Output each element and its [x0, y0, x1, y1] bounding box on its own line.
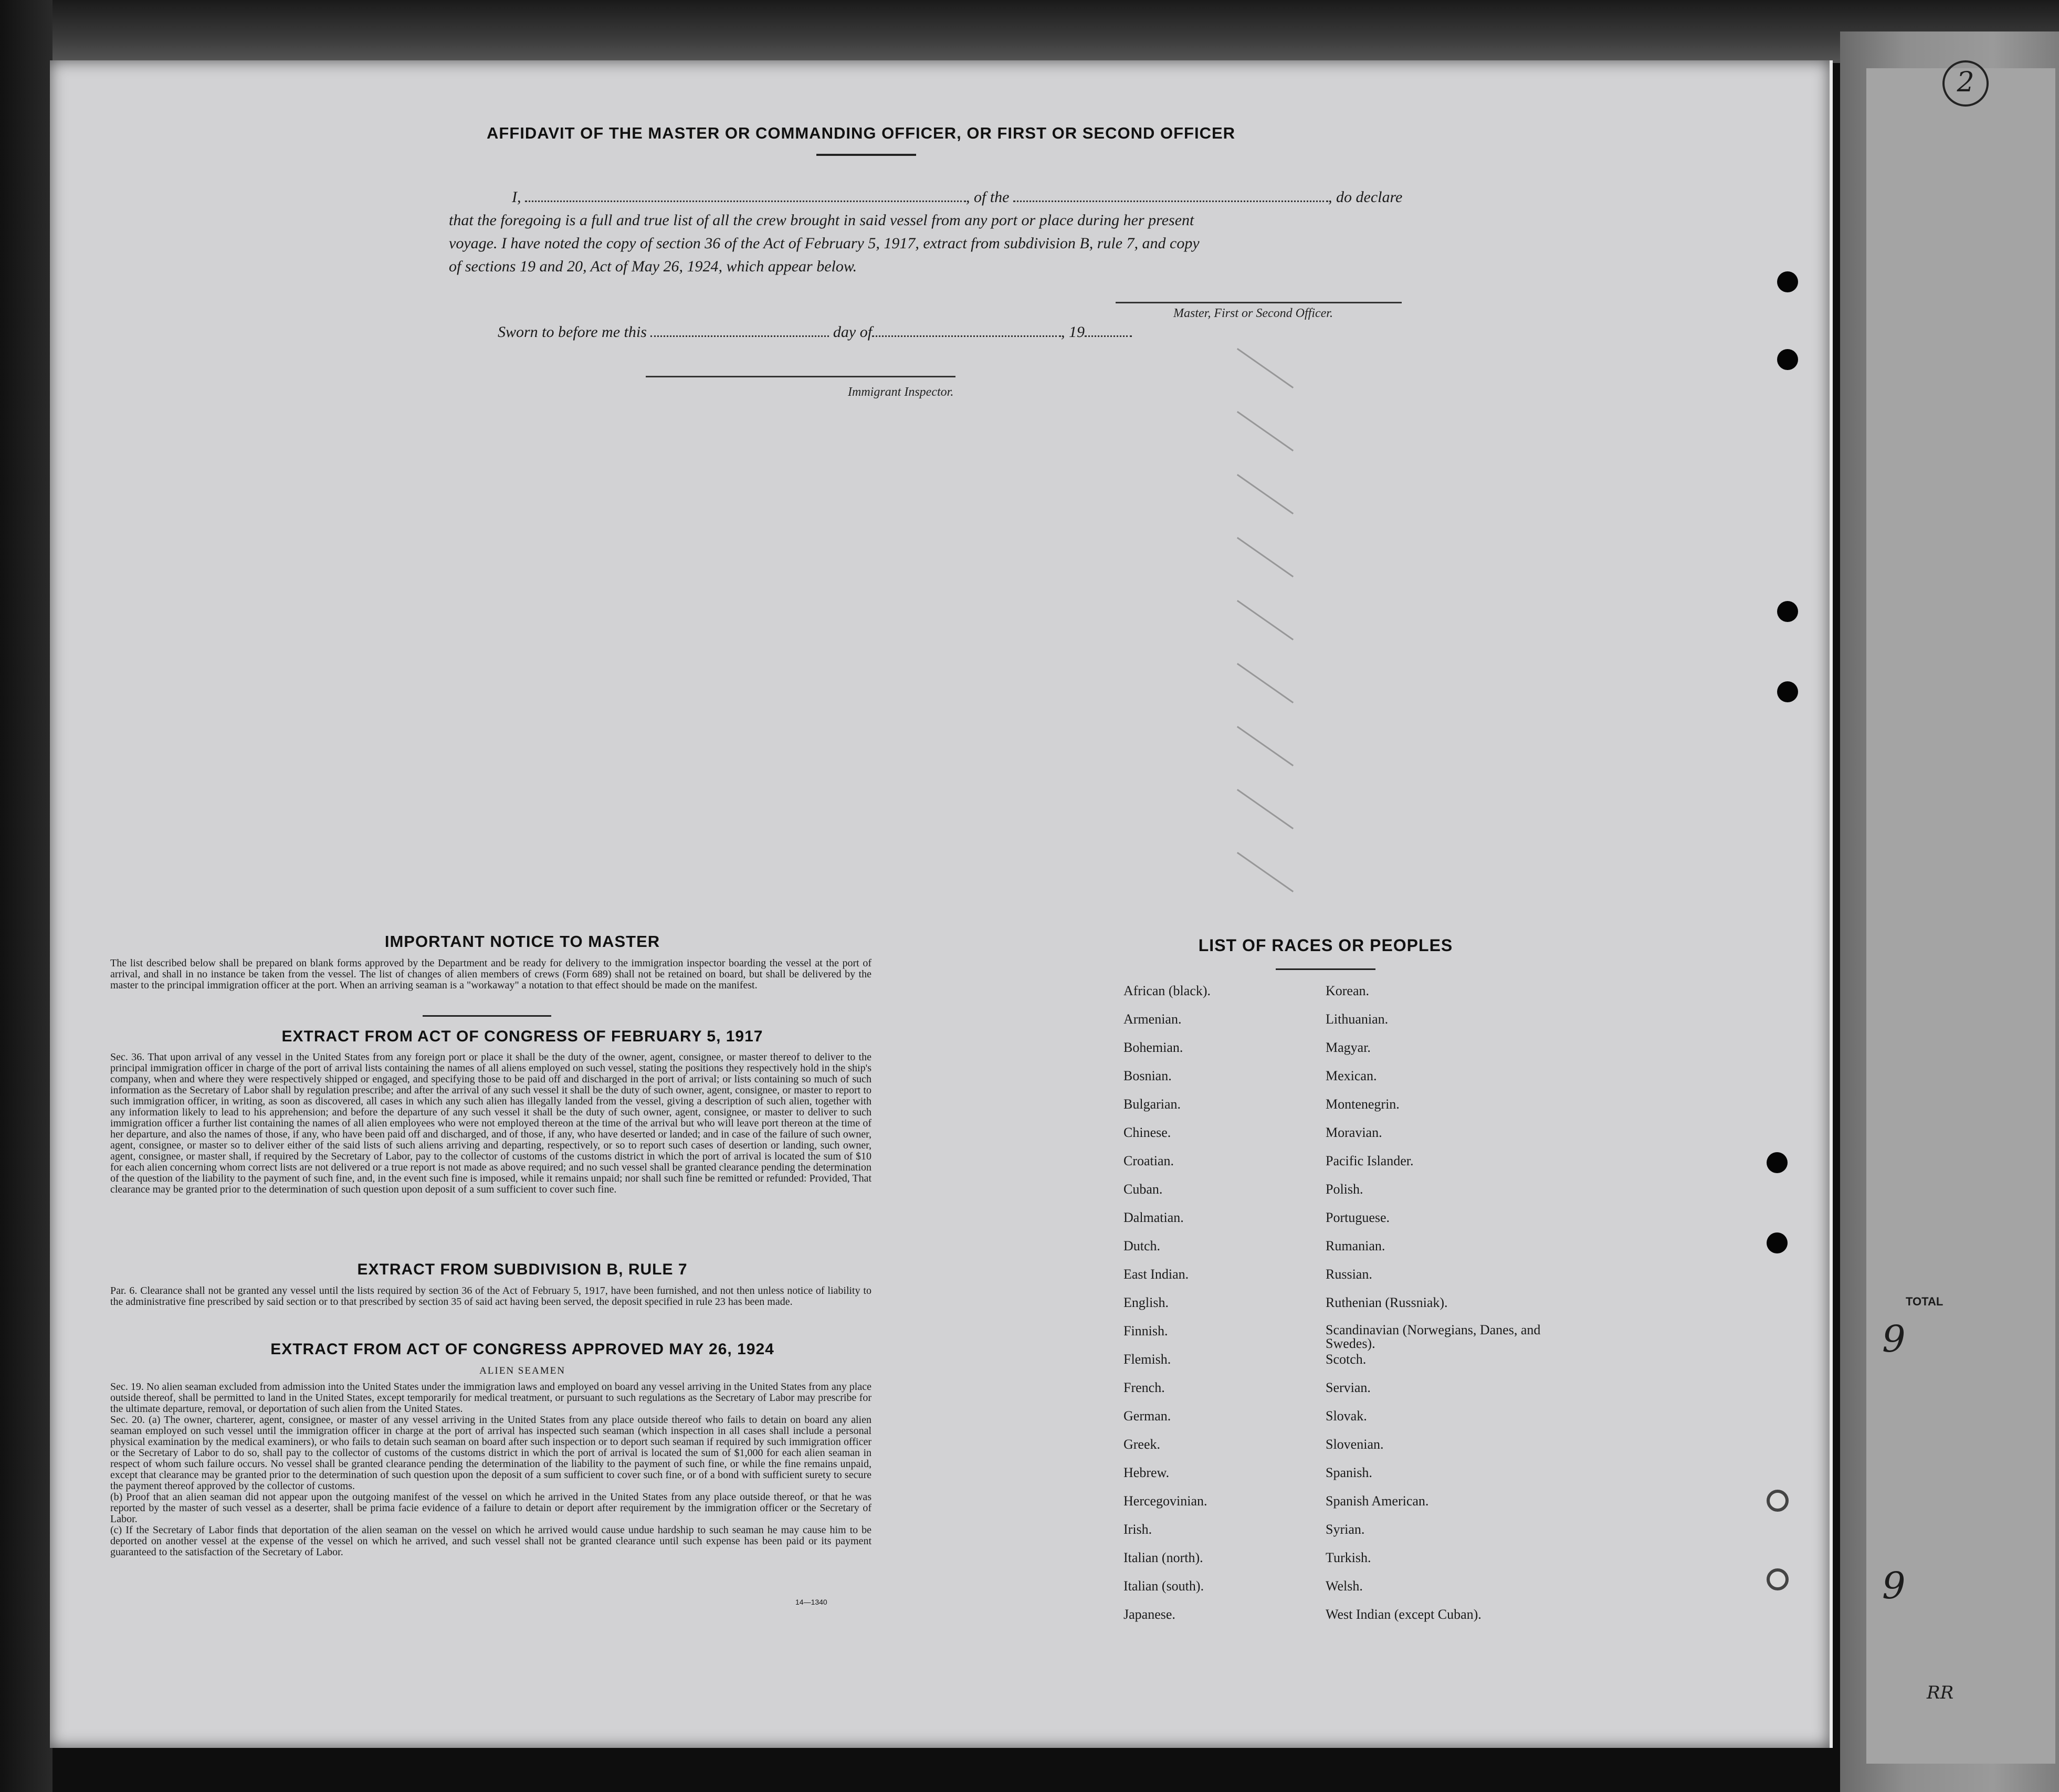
race-item: Magyar. [1326, 1040, 1371, 1055]
race-item: Greek. [1123, 1437, 1161, 1452]
affidavit-line-2: that the foregoing is a full and true list of all the crew brought in said vessel from any port or place during her present [449, 212, 1194, 229]
race-item: Lithuanian. [1326, 1011, 1389, 1027]
race-item: West Indian (except Cuban). [1326, 1607, 1482, 1622]
affidavit-line-3: voyage. I have noted the copy of section 36 of the Act of February 5, 1917, extract from subdivision B, rule 7, and copy [449, 235, 1200, 252]
race-item: African (black). [1123, 983, 1211, 998]
binder-hole [1767, 1152, 1788, 1173]
binder-hole [1767, 1568, 1789, 1590]
binder-hole [1767, 1490, 1789, 1512]
binder-hole [1777, 681, 1798, 702]
races-left-column [1123, 983, 1318, 1635]
extract-1917-text: Sec. 36. That upon arrival of any vessel in the United States from any foreign port or place it shall be the duty of the owner, agent, consignee, or master thereof to deliver to the principal immigration officer in charge of the port of arrival lists containing the names of all aliens employed on such vessel, stating the positions they respectively hold in the ship's company, when and where they were respectively shipped or engaged, and specifying those to be paid off and discharged in the port of arrival; or lists containing so much of such information as the Secretary of Labor shall by regulation prescribe; and after the arrival of any such vessel it shall be the duty of such owner, agent, consignee, or master to report to such immigration officer, in writing, as soon as discovered, all cases in which any such alien has illegally landed from the vessel, giving a description of such alien, together with any information likely to lead to his apprehension; and before the departure of any such vessel it shall be the duty of such owner, agent, consignee, or master to deliver to such immigration officer a further list containing the names of all alien employees who were not employed thereon at the time of the arrival but who will leave port thereon at the time of her departure, and also the names of those, if any, who have been paid off and discharged, and of those, if any, who have deserted or landed; and in case of the failure of such owner, agent, consignee, or master so to deliver either of the said lists of such aliens arriving and departing, respectively, or so to report such cases of desertion or landing, such owner, agent, consignee, or master shall, if required by the Secretary of Labor, pay to the collector of customs of the customs district in which the port of arrival is located the sum of $10 for each alien concerning whom correct lists are not delivered or a true report is not made as above required; and no such vessel shall be granted clearance pending the determination of the question of the liability to the payment of such fine, and, in the event such fine is imposed, while it remains unpaid; nor shall such fine be remitted or refunded: Provided, That clearance may be granted prior to the determination of such question upon deposit of a sum sufficient to cover such fine. [110, 1051, 871, 1195]
inspector-signature-line[interactable] [646, 376, 955, 377]
race-item: German. [1123, 1408, 1171, 1424]
page-number-circled: 2 [1942, 60, 1989, 107]
form-number: 14—1340 [795, 1598, 827, 1606]
races-right-column [1326, 983, 1546, 1635]
reviewer-initials: RR [1927, 1682, 1954, 1703]
race-item: East Indian. [1123, 1267, 1189, 1282]
race-item: Syrian. [1326, 1522, 1365, 1537]
race-item: Flemish. [1123, 1352, 1171, 1367]
affidavit-line-1 [496, 186, 1441, 209]
race-item: Hercegovinian. [1123, 1493, 1207, 1509]
race-item: Italian (north). [1123, 1550, 1203, 1565]
binder-hole [1777, 349, 1798, 370]
sec-19-text: Sec. 19. No alien seaman excluded from admission into the United States under the immigration laws and employed on board any vessel arriving in the United States from any place outside thereof, shall be permitted to land in the United States, except temporarily for medical treatment, or pursuant to such regulations as the Secretary of Labor may prescribe for the ultimate departure, removal, or deportation of such alien from the United States. [110, 1381, 871, 1415]
extract-1924-body [110, 1382, 871, 1558]
race-item: Slovenian. [1326, 1437, 1384, 1452]
vessel-name-field[interactable] [1013, 201, 1328, 202]
race-item: Ruthenian (Russniak). [1326, 1295, 1448, 1310]
officer-name-field[interactable] [525, 201, 966, 202]
race-item: Montenegrin. [1326, 1097, 1400, 1112]
race-item: Scotch. [1326, 1352, 1367, 1367]
race-item: Dalmatian. [1123, 1210, 1184, 1225]
race-item: Korean. [1326, 983, 1370, 998]
race-item: French. [1123, 1380, 1165, 1395]
races-title: LIST OF RACES OR PEOPLES [1198, 936, 1453, 955]
divider [816, 154, 916, 156]
race-item: Moravian. [1326, 1125, 1382, 1140]
race-item: Turkish. [1326, 1550, 1371, 1565]
race-item: Polish. [1326, 1182, 1363, 1197]
race-item: English. [1123, 1295, 1169, 1310]
scan-left-edge [0, 0, 52, 1792]
race-item: Cuban. [1123, 1182, 1163, 1197]
sworn-day-field[interactable] [650, 335, 829, 337]
race-item: Russian. [1326, 1267, 1372, 1282]
race-item: Pacific Islander. [1326, 1153, 1414, 1168]
notice-title: IMPORTANT NOTICE TO MASTER [384, 932, 660, 951]
race-item: Italian (south). [1123, 1578, 1204, 1594]
race-item: Slovak. [1326, 1408, 1367, 1424]
year-prefix: , 19 [1061, 323, 1085, 341]
race-item: Welsh. [1326, 1578, 1363, 1594]
sec-20a-text: Sec. 20. (a) The owner, charterer, agent, consignee, or master of any vessel arriving in the United States from any place outside thereof who fails to detain on board any alien seaman employed on such vessel until the immigration officer in charge at the port of arrival has inspected such seaman (which inspection in all cases shall include a personal physical examination by the medical examiners), or who fails to detain such seaman on board after such inspection or to deport such seaman if required by such immigration officer or the Secretary of Labor to do so, shall pay to the collector of customs of the customs district in which the port of arrival is located the sum of $1,000 for each alien seaman in respect of whom such failure occurs. No vessel shall be granted clearance pending the determination of the liability to the payment of such fine, or while the fine remains unpaid, except that clearance may be granted prior to the determination of such question upon the deposit of a sum sufficient to cover such fine, or of a bond with sufficient surety to secure the payment thereof approved by the collector of customs. [110, 1414, 871, 1492]
sworn-line [498, 321, 1233, 344]
extract-rule7-title: EXTRACT FROM SUBDIVISION B, RULE 7 [357, 1261, 688, 1278]
race-item: Irish. [1123, 1522, 1152, 1537]
binder-hole [1777, 601, 1798, 622]
race-item: Croatian. [1123, 1153, 1174, 1168]
race-item: Spanish American. [1326, 1493, 1429, 1509]
affidavit-line-4: of sections 19 and 20, Act of May 26, 1924, which appear below. [449, 258, 857, 275]
total-value-handwritten: 9 [1882, 1317, 1906, 1361]
race-item: Finnish. [1123, 1323, 1168, 1338]
race-item: Japanese. [1123, 1607, 1175, 1622]
race-item: Mexican. [1326, 1068, 1377, 1083]
race-item: Spanish. [1326, 1465, 1372, 1480]
master-signature-label: Master, First or Second Officer. [1173, 307, 1333, 320]
day-of-label: day of [833, 323, 873, 341]
race-item: Servian. [1326, 1380, 1371, 1395]
of-the-label: , of the [966, 188, 1010, 206]
divider [1276, 968, 1375, 970]
total-value-handwritten-lower: 9 [1882, 1564, 1906, 1607]
sec-20c-text: (c) If the Secretary of Labor finds that deportation of the alien seaman on the vessel on which he arrived would cause undue hardship to such seaman he may cause him to be deported on another vessel at the expense of the vessel on which he arrived, and such vessel shall not be granted clearance until such expense has been paid or its payment guaranteed to the satisfaction of the Secretary of Labor. [110, 1524, 871, 1558]
extract-rule7-text: Par. 6. Clearance shall not be granted any vessel until the lists required by section 36 of the Act of February 5, 1917, have been furnished, and not then unless notice of liability to the administrative fine prescribed by said section or to that prescribed by section 35 of said act having been served, the deposit specified in rule 23 has been made. [110, 1285, 871, 1308]
scan-top-edge [0, 0, 2059, 63]
sworn-year-field[interactable] [1085, 335, 1132, 337]
next-page-column [1866, 68, 2055, 1764]
notice-text: The list described below shall be prepared on blank forms approved by the Department and be ready for delivery to the immigration inspector boarding the vessel at the port of arrival, and shall in no instance be taken from the vessel. The list of changes of alien members of crews (Form 689) shall not be retained on board, but shall be delivered by the master to the principal immigration officer at the port. When an arriving seaman is a "workaway" a notation to that effect should be made on the manifest. [110, 957, 871, 991]
alien-seamen-subtitle: ALIEN SEAMEN [479, 1365, 565, 1376]
sworn-label: Sworn to before me this [498, 323, 647, 341]
race-item: Armenian. [1123, 1011, 1182, 1027]
race-item: Scandinavian (Norwegians, Danes, and Swedes). [1326, 1322, 1541, 1351]
race-item: Rumanian. [1326, 1238, 1385, 1253]
race-item: Chinese. [1123, 1125, 1171, 1140]
binder-hole [1767, 1232, 1788, 1253]
race-item: Bohemian. [1123, 1040, 1183, 1055]
master-signature-line[interactable] [1116, 302, 1402, 303]
race-item: Dutch. [1123, 1238, 1161, 1253]
race-item: Portuguese. [1326, 1210, 1390, 1225]
sworn-month-field[interactable] [872, 335, 1061, 337]
race-item: Bulgarian. [1123, 1097, 1181, 1112]
binder-hole [1777, 271, 1798, 292]
sec-20b-text: (b) Proof that an alien seaman did not appear upon the outgoing manifest of the vessel on which he arrived in the United States from any place outside thereof, or that he was reported by the master of such vessel as a deserter, shall be prima facie evidence of a failure to detain or deport after requirement by the immigration officer or the Secretary of Labor. [110, 1491, 871, 1525]
inspector-label: Immigrant Inspector. [848, 385, 954, 399]
affidavit-title: AFFIDAVIT OF THE MASTER OR COMMANDING OFFICER, OR FIRST OR SECOND OFFICER [486, 124, 1236, 142]
extract-1924-title: EXTRACT FROM ACT OF CONGRESS APPROVED MAY 26, 1924 [270, 1341, 774, 1358]
total-label: TOTAL [1906, 1295, 1944, 1308]
race-item: Hebrew. [1123, 1465, 1170, 1480]
do-declare-label: , do declare [1328, 188, 1403, 206]
i-label: I, [512, 188, 521, 206]
race-item: Bosnian. [1123, 1068, 1172, 1083]
extract-1917-title: EXTRACT FROM ACT OF CONGRESS OF FEBRUARY 5, 1917 [281, 1028, 763, 1045]
divider [423, 1015, 551, 1017]
